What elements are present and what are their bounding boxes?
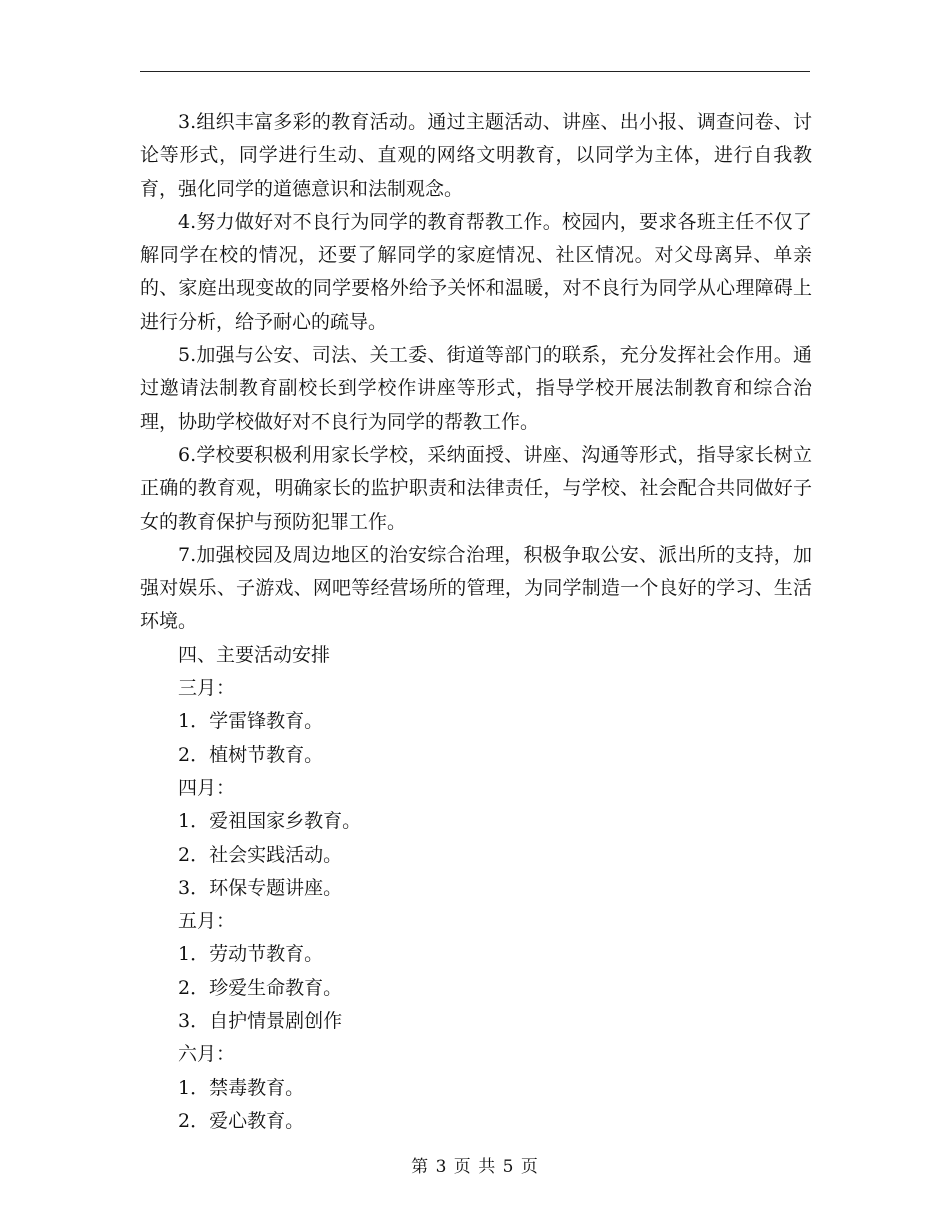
- paragraph-6: 6.学校要积极利用家长学校，采纳面授、讲座、沟通等形式，指导家长树立正确的教育观，明确家长的监护职责和法律责任，与学校、社会配合共同做好子女的教育保护与预防犯罪工作。: [140, 443, 812, 533]
- list-item: 1．爱祖国家乡教育。: [178, 810, 362, 833]
- list-item: 1．禁毒教育。: [178, 1076, 305, 1099]
- month-label-march: 三月：: [178, 677, 236, 700]
- page-number: 第 3 页 共 5 页: [411, 1157, 539, 1177]
- paragraph-4: 4.努力做好对不良行为同学的教育帮教工作。校园内，要求各班主任不仅了解同学在校的情况，还要了解同学的家庭情况、社区情况。对父母离异、单亲的、家庭出现变故的同学要格外给予关怀和温暖，对不良行为同学从心理障碍上进行分析，给予耐心的疏导。: [140, 210, 812, 333]
- paragraph-5: 5.加强与公安、司法、关工委、街道等部门的联系，充分发挥社会作用。通过邀请法制教育副校长到学校作讲座等形式，指导学校开展法制教育和综合治理，协助学校做好对不良行为同学的帮教工作。: [140, 344, 812, 433]
- paragraph-7: 7.加强校园及周边地区的治安综合治理，积极争取公安、派出所的支持，加强对娱乐、子游戏、网吧等经营场所的管理，为同学制造一个良好的学习、生活环境。: [140, 543, 812, 633]
- list-item: 1．劳动节教育。: [178, 943, 324, 966]
- list-item: 2．植树节教育。: [178, 743, 324, 766]
- list-item: 3．环保专题讲座。: [178, 876, 343, 899]
- section-heading: 四、主要活动安排: [178, 643, 331, 666]
- month-label-april: 四月：: [178, 776, 236, 799]
- list-item: 2．爱心教育。: [178, 1109, 305, 1132]
- list-item: 2．珍爱生命教育。: [178, 976, 343, 999]
- header-rule: [140, 71, 810, 72]
- document-body: [140, 106, 812, 1138]
- list-item: 2．社会实践活动。: [178, 843, 343, 866]
- paragraph-3: 3.组织丰富多彩的教育活动。通过主题活动、讲座、出小报、调查问卷、讨论等形式，同学进行生动、直观的网络文明教育，以同学为主体，进行自我教育，强化同学的道德意识和法制观念。: [140, 111, 812, 200]
- month-label-june: 六月：: [178, 1043, 236, 1066]
- list-item: 3．自护情景剧创作: [178, 1010, 343, 1033]
- list-item: 1．学雷锋教育。: [178, 710, 324, 733]
- month-label-may: 五月：: [178, 910, 236, 933]
